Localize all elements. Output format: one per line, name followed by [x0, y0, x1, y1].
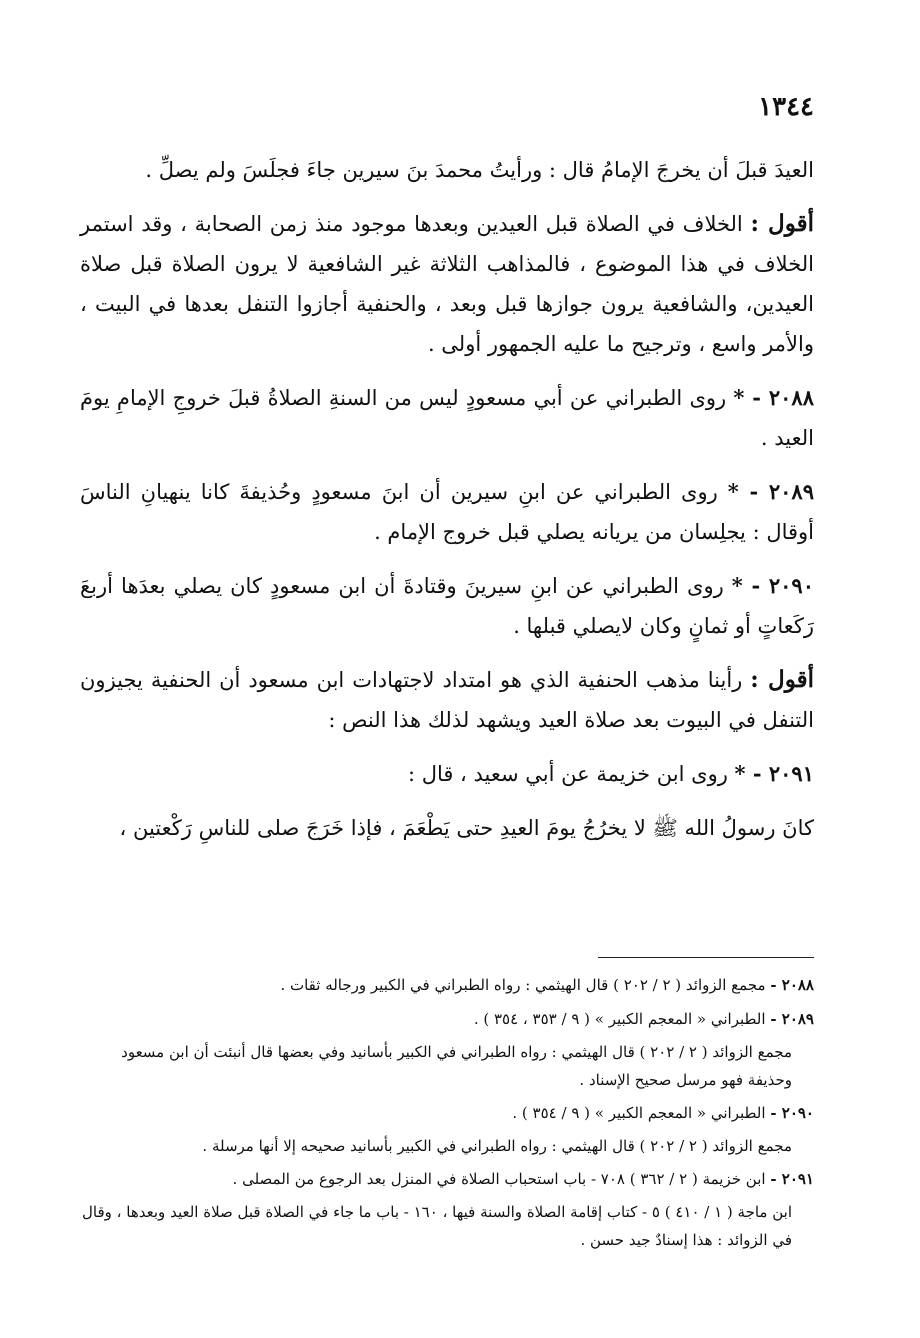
term-aqul: أقول : [750, 210, 814, 237]
footnote-continuation: مجمع الزوائد ( ٢ / ٢٠٢ ) قال الهيثمي : رواه الطبراني في الكبير بأسانيد صحيحه إلا أنها مرسلة . [202, 1137, 792, 1155]
footnote: ٢٠٨٩ - الطبراني « المعجم الكبير » ( ٩ / ٣٥٣ ، ٣٥٤ ) . [473, 1010, 814, 1028]
paragraph: أقول : رأينا مذهب الحنفية الذي هو امتداد لاجتهادات ابن مسعود أن الحنفية يجيزون التنفل في البيوت بعد صلاة العيد ويشهد لذلك هذا النص : [80, 666, 814, 732]
page-number: ١٣٤٤ [758, 92, 814, 122]
footnote-continuation: ابن ماجة ( ١ / ٤١٠ ) ٥ - كتاب إقامة الصلاة والسنة فيها ، ١٦٠ - باب ما جاء في الصلاة قبل صلاة العيد وبعدها ، وقال في الزوائد : هذا إسنادٌ جيد حسن . [82, 1203, 792, 1249]
hadith-number: ٢٠٨٩ - * [727, 479, 814, 504]
hadith-2090: ٢٠٩٠ - * روى الطبراني عن ابنِ سيرينَ وقتادةَ أن ابن مسعودٍ كان يصلي بعدَها أربعَ رَكَعاتٍ أو ثمانٍ وكان لايصلي قبلها . [80, 573, 814, 638]
footnote: ٢٠٩١ - ابن خزيمة ( ٢ / ٣٦٢ ) ٧٠٨ - باب استحباب الصلاة في المنزل بعد الرجوع من المصلى . [232, 1170, 814, 1188]
footnote: ٢٠٨٨ - مجمع الزوائد ( ٢ / ٢٠٢ ) قال الهيثمي : رواه الطبراني في الكبير ورجاله ثقات . [280, 976, 814, 994]
book-page [80, 0, 814, 1338]
hadith-number: ٢٠٩١ - * [734, 761, 814, 786]
paragraph: كانَ رسولُ الله ﷺ لا يخرُجُ يومَ العيدِ حتى يَطْعَمَ ، فإذا خَرَجَ صلى للناسِ رَكْعتين ، [119, 816, 814, 840]
footnotes [80, 970, 814, 1258]
main-text [80, 150, 814, 862]
footnote-continuation: مجمع الزوائد ( ٢ / ٢٠٢ ) قال الهيثمي : رواه الطبراني في الكبير بأسانيد وفي بعضها قال أنبئت أن ابن مسعود وحذيفة فهو مرسل صحيح الإسناد . [121, 1043, 792, 1089]
hadith-2089: ٢٠٨٩ - * روى الطبراني عن ابنِ سيرين أن ابنَ مسعودٍ وحُذيفةَ كانا ينهيانِ الناسَ أوقال : يجلِسان من يريانه يصلي قبل خروج الإمام . [80, 479, 814, 544]
hadith-2088: ٢٠٨٨ - * روى الطبراني عن أبي مسعودٍ ليس من السنةِ الصلاةُ قبلَ خروجِ الإمامِ يومَ العيد . [80, 385, 814, 450]
footnote-separator [598, 957, 814, 958]
paragraph: العيدَ قبلَ أن يخرجَ الإمامُ قال : ورأيتُ محمدَ بنَ سيرين جاءَ فجلَسَ ولم يصلِّ . [145, 158, 814, 182]
footnote: ٢٠٩٠ - الطبراني « المعجم الكبير » ( ٩ / ٣٥٤ ) . [512, 1104, 814, 1122]
hadith-number: ٢٠٩٠ - * [731, 573, 814, 598]
paragraph: أقول : الخلاف في الصلاة قبل العيدين وبعدها موجود منذ زمن الصحابة ، وقد استمر الخلاف في هذا الموضوع ، فالمذاهب الثلاثة غير الشافعية لا يرون الصلاة قبل صلاة العيدين، والشافعية يرون جوازها قبل وبعد ، والحنفية أجازوا التنفل بعدها في البيت ، والأمر واسع ، وترجيح ما عليه الجمهور أولى . [80, 210, 814, 356]
term-aqul: أقول : [750, 666, 814, 693]
hadith-number: ٢٠٨٨ - * [733, 385, 814, 410]
hadith-2091: ٢٠٩١ - * روى ابن خزيمة عن أبي سعيد ، قال : [407, 761, 814, 786]
